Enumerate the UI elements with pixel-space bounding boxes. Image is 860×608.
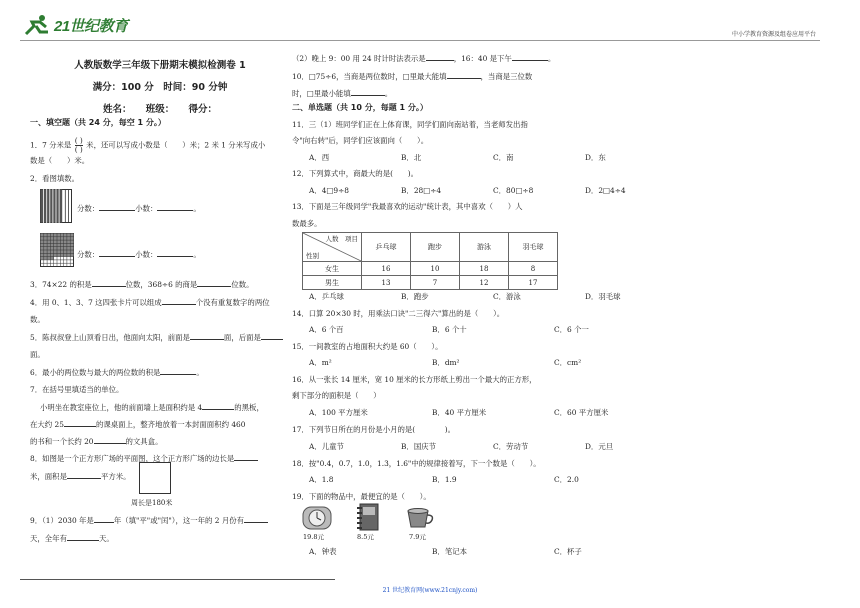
q11-option-a[interactable]: A．西 xyxy=(309,153,330,162)
q9-2-text-b: ，16：40 是下午 xyxy=(453,54,512,63)
notebook-price: 8.5元 xyxy=(357,533,374,541)
q14-option-c[interactable]: C．6 个一 xyxy=(554,325,589,334)
q6-text-b: 。 xyxy=(196,368,204,377)
striped-square-icon xyxy=(40,189,72,223)
q11-line2: 令"向右转"后，同学们应该面向（ ）。 xyxy=(292,136,429,145)
table-cell: 7 xyxy=(411,276,460,290)
q9-2-blank-2[interactable] xyxy=(512,53,548,61)
q7-line2 xyxy=(30,419,245,430)
q16-line2: 剩下部分的面积是（ ） xyxy=(292,391,381,400)
alarm-clock-icon xyxy=(302,505,332,531)
q10-blank-1[interactable] xyxy=(447,71,481,79)
q2-figure-strips xyxy=(40,189,72,225)
score-time: 满分：100 分 时间：90 分钟 xyxy=(92,82,228,93)
q5-text-b: 面，后面是 xyxy=(223,333,261,342)
footer-text: 21 世纪教育网(www.21cnjy.com) xyxy=(382,587,478,594)
q17-option-a[interactable]: A．儿童节 xyxy=(309,442,344,451)
q9-text-c: 天，全年有 xyxy=(30,534,67,543)
q7-text-c: 在大约 25 xyxy=(30,420,64,429)
q7-text-d: 的课桌面上，整齐地放着一本封面面积约 460 xyxy=(95,420,246,429)
q2-decimal-label: 小数： xyxy=(135,250,158,259)
q2-row2-answers: 分数： 小数： 。 xyxy=(77,250,201,259)
q7-blank-1[interactable] xyxy=(202,402,234,410)
q2-fraction-label: 分数： xyxy=(77,250,100,259)
table-row-label: 女生 xyxy=(303,262,362,276)
q3-line xyxy=(30,279,254,290)
header-divider xyxy=(20,40,820,41)
q2-decimal-blank-1[interactable] xyxy=(157,203,193,211)
q13-line2: 数最多。 xyxy=(292,219,322,228)
table-cell: 18 xyxy=(460,262,509,276)
table-corner-cell xyxy=(303,233,362,262)
q12-option-c[interactable]: C．80□÷8 xyxy=(493,186,534,195)
q2-fraction-blank-2[interactable] xyxy=(99,249,135,257)
logo-text: 21世纪教育 xyxy=(54,18,128,35)
q18-option-a[interactable]: A．1.8 xyxy=(309,475,334,484)
q7-text-e: 的书和一个长约 20 xyxy=(30,437,94,446)
student-info: 姓名： 班级： 得分： xyxy=(102,104,217,115)
q2-decimal-label: 小数： xyxy=(135,204,158,213)
q12-text: 12．下列算式中，商最大的是( )。 xyxy=(292,169,419,178)
table-row xyxy=(303,262,558,276)
q9-blank-1[interactable] xyxy=(94,515,114,523)
q2-decimal-blank-2[interactable] xyxy=(157,249,193,257)
q10-blank-2[interactable] xyxy=(351,88,385,96)
q12-option-d[interactable]: D．2□4÷4 xyxy=(585,186,626,195)
q14-option-b[interactable]: B．6 个十 xyxy=(432,325,467,334)
q11-option-c[interactable]: C．南 xyxy=(493,153,514,162)
q13-line1: 13．下面是三年级同学"我最喜欢的运动"统计表，其中喜欢（ ）人 xyxy=(292,202,523,211)
table-col-header: 跑步 xyxy=(411,233,460,262)
q4-text-a: 4．用 0、1、3、7 这四张卡片可以组成 xyxy=(30,298,162,307)
grid-square-icon xyxy=(40,233,74,267)
q1-line2: 数是（ ）米。 xyxy=(30,156,90,165)
q10-line2 xyxy=(292,88,392,99)
q7-line3 xyxy=(30,436,162,447)
q10-text-a: 10．□75÷6，当商是两位数时，□里最大能填 xyxy=(292,72,447,81)
q13-option-a[interactable]: A．乒乓球 xyxy=(309,292,344,301)
q19-option-c[interactable]: C．杯子 xyxy=(554,547,582,556)
q8-text-c: 平方米。 xyxy=(100,472,131,481)
q6-blank[interactable] xyxy=(160,367,196,375)
q19-option-a[interactable]: A．钟表 xyxy=(309,547,337,556)
q17-option-c[interactable]: C．劳动节 xyxy=(493,442,529,451)
q7-blank-3[interactable] xyxy=(94,436,126,444)
q7-text-b: 的黑板， xyxy=(234,403,264,412)
q7-blank-2[interactable] xyxy=(64,419,96,427)
cup-price: 7.9元 xyxy=(409,533,426,541)
q9-line1 xyxy=(30,515,268,526)
cup-icon xyxy=(405,507,435,529)
q18-text: 18．按"0.4，0.7，1.0，1.3，1.6"中的规律接着写，下一个数是（ ）。 xyxy=(292,459,541,468)
q1-frac-den: ( ) xyxy=(74,145,83,154)
q13-option-d[interactable]: D．羽毛球 xyxy=(585,292,621,301)
q9-line2 xyxy=(30,533,114,544)
q11-option-d[interactable]: D．东 xyxy=(585,153,606,162)
q14-option-a[interactable]: A．6 个百 xyxy=(309,325,344,334)
q3-text-a: 3．74×22 的积是 xyxy=(30,280,92,289)
q9-2-line xyxy=(292,53,555,64)
table-cell: 17 xyxy=(509,276,558,290)
q9-2-text-c: 。 xyxy=(547,54,556,63)
q13-option-c[interactable]: C．游泳 xyxy=(493,292,521,301)
q4-line2: 数。 xyxy=(30,315,45,324)
q1-frac-num: ( ) xyxy=(74,136,83,145)
table-col-header: 乒乓球 xyxy=(362,233,411,262)
notebook-item xyxy=(357,503,379,533)
q4-line1 xyxy=(30,297,270,308)
corner-top-label: 人数 项目 xyxy=(325,235,358,243)
q9-2-text-a: （2）晚上 9：00 用 24 时计时法表示是 xyxy=(292,54,426,63)
q16-line1: 16．从一张长 14 厘米，宽 10 厘米的长方形纸上剪出一个最大的正方形， xyxy=(292,375,537,384)
table-col-header: 羽毛球 xyxy=(509,233,558,262)
q3-text-b: 位数，368÷6 的商是 xyxy=(125,280,198,289)
table-cell: 12 xyxy=(460,276,509,290)
q6-text-a: 6．最小的两位数与最大的两位数的积是 xyxy=(30,368,161,377)
q14-text: 14．口算 20×30 时，用乘法口诀"二三得六"算出的是（ ）。 xyxy=(292,309,505,318)
site-logo xyxy=(20,14,140,36)
exam-title: 人教版数学三年级下册期末模拟检测卷 1 xyxy=(74,60,246,71)
q9-text-d: 天。 xyxy=(98,534,114,543)
q11-option-b[interactable]: B．北 xyxy=(401,153,422,162)
q11-line1: 11．三（1）班同学们正在上体育课，同学们面向南站着，当老师发出指 xyxy=(292,120,528,129)
q17-option-d[interactable]: D．元旦 xyxy=(585,442,614,451)
q2-row1-answers: 分数： 小数： 。 xyxy=(77,204,201,213)
q13-option-b[interactable]: B．跑步 xyxy=(401,292,429,301)
q5-blank-1[interactable] xyxy=(190,332,224,340)
q16-option-c[interactable]: C．60 平方厘米 xyxy=(554,408,609,417)
q18-option-c[interactable]: C．2.0 xyxy=(554,475,579,484)
section-single-choice: 二、单选题（共 10 分，每题 1 分。） xyxy=(292,103,428,112)
q16-option-b[interactable]: B．40 平方厘米 xyxy=(432,408,487,417)
q17-text: 17．下列节日所在的月份是小月的是( )。 xyxy=(292,425,455,434)
q4-blank[interactable] xyxy=(162,297,196,305)
q15-option-b[interactable]: B．dm² xyxy=(432,358,460,367)
q15-option-a[interactable]: A．m² xyxy=(309,358,332,367)
cup-item xyxy=(405,507,435,531)
q7-line1 xyxy=(40,402,264,413)
q10-text-b: ，当商是三位数 xyxy=(480,72,533,81)
q7-text-a: 小明坐在教室座位上，他的前面墙上是面积约是 4 xyxy=(40,403,203,412)
q3-blank-2[interactable] xyxy=(197,279,231,287)
q1-text-a: 1．7 分米是 xyxy=(30,140,72,150)
table-cell: 13 xyxy=(362,276,411,290)
q1-line1 xyxy=(30,137,265,154)
q8-text-b: 米，面积是 xyxy=(30,472,67,481)
q8-caption: 周长是180米 xyxy=(131,499,173,507)
notebook-icon xyxy=(357,503,379,531)
q1-text-b: 米，还可以写成小数是（ ）米；2 米 1 分米写成小 xyxy=(86,140,266,150)
clock-price: 19.8元 xyxy=(303,533,324,541)
q10-text-c: 时，□里最小能填 xyxy=(292,89,351,98)
q9-blank-3[interactable] xyxy=(67,533,99,541)
q9-blank-2[interactable] xyxy=(244,515,268,523)
q8-text-a: 8．如图是一个正方形广场的平面图，这个正方形广场的边长是 xyxy=(30,454,235,463)
runner-logo-icon xyxy=(20,14,54,36)
q16-option-a[interactable]: A．100 平方厘米 xyxy=(309,408,368,417)
q8-blank-2[interactable] xyxy=(67,471,101,479)
q3-blank-1[interactable] xyxy=(92,279,126,287)
q7-text: 7．在括号里填适当的单位。 xyxy=(30,385,124,394)
q19-option-b[interactable]: B．笔记本 xyxy=(432,547,467,556)
table-cell: 16 xyxy=(362,262,411,276)
header-platform-text: 中小学教育资源及组卷应用平台 xyxy=(731,31,816,38)
q2-figure-grid xyxy=(40,233,74,269)
footer-divider xyxy=(20,579,335,580)
q10-text-d: 。 xyxy=(384,89,393,98)
q7-text-f: 的文具盒。 xyxy=(125,437,163,446)
q9-2-blank-1[interactable] xyxy=(426,53,454,61)
q5-line1 xyxy=(30,332,283,343)
q15-option-c[interactable]: C．cm² xyxy=(554,358,582,367)
section-fill-blank: 一、填空题（共 24 分，每空 1 分。） xyxy=(30,118,166,127)
q2-fraction-label: 分数： xyxy=(77,204,100,213)
q8-blank-1[interactable] xyxy=(234,453,258,461)
q12-option-b[interactable]: B．28□÷4 xyxy=(401,186,442,195)
q5-blank-2[interactable] xyxy=(261,332,283,340)
clock-item xyxy=(302,505,332,533)
table-cell: 10 xyxy=(411,262,460,276)
table-row-label: 男生 xyxy=(303,276,362,290)
q12-option-a[interactable]: A．4□9÷8 xyxy=(309,186,350,195)
q5-line2: 面。 xyxy=(30,350,45,359)
q6-line xyxy=(30,367,204,378)
q15-text: 15．一间教室的占地面积大约是 60（ ）。 xyxy=(292,342,443,351)
table-col-header: 游泳 xyxy=(460,233,509,262)
corner-bottom-label: 性别 xyxy=(306,252,319,260)
q9-text-a: 9．（1）2030 年是 xyxy=(30,516,94,525)
square-plaza-figure xyxy=(139,462,171,494)
q4-text-b: 个没有重复数字的两位 xyxy=(195,298,270,307)
q10-line1 xyxy=(292,71,532,82)
q9-text-b: 年（填"平"或"闰"），这一年的 2 月份有 xyxy=(113,516,244,525)
q5-text-a: 5．陈叔叔登上山顶看日出，他面向太阳，前面是 xyxy=(30,333,190,342)
q1-fraction xyxy=(75,137,83,154)
q2-fraction-blank-1[interactable] xyxy=(99,203,135,211)
q17-option-b[interactable]: B．国庆节 xyxy=(401,442,436,451)
sports-stats-table xyxy=(302,232,558,290)
table-cell: 8 xyxy=(509,262,558,276)
q18-option-b[interactable]: B．1.9 xyxy=(432,475,457,484)
table-row xyxy=(303,276,558,290)
q19-text: 19．下面的物品中，最便宜的是（ ）。 xyxy=(292,492,431,501)
q2-text: 2．看图填数。 xyxy=(30,174,80,183)
q3-text-c: 位数。 xyxy=(231,280,254,289)
q8-line2 xyxy=(30,471,131,482)
